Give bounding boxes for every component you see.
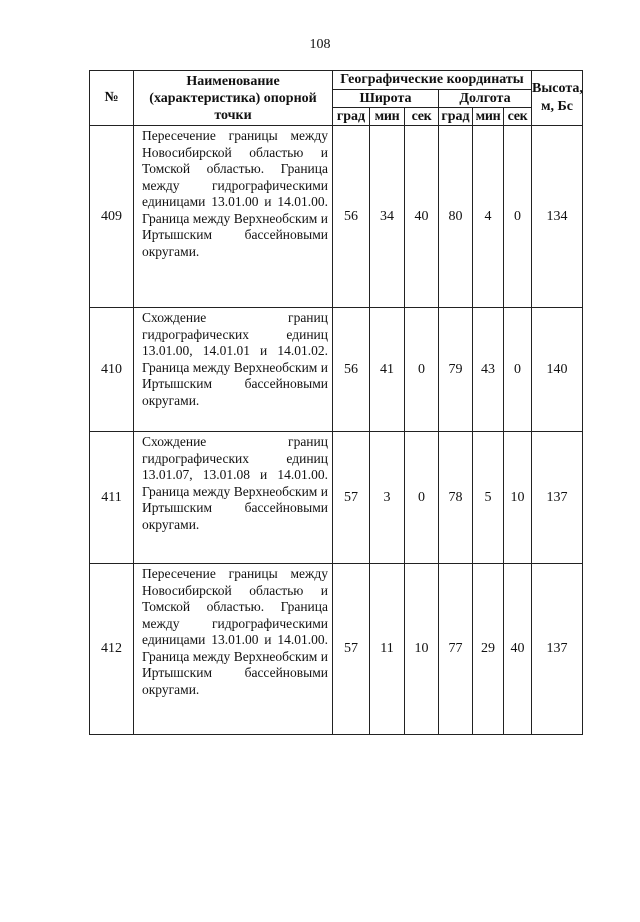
header-longitude: Долгота [439, 90, 532, 108]
row-description: Схождение границ гидрографических единиц 13.01.07, 13.01.08 и 14.01.00. Граница между Верхнеобским и Иртышским бассейновыми округами. [134, 432, 333, 564]
lon-sec: 10 [504, 432, 532, 564]
lon-min: 29 [473, 564, 504, 735]
lon-deg: 77 [439, 564, 473, 735]
header-lon-min: мин [473, 108, 504, 126]
row-number: 409 [90, 126, 134, 308]
lat-sec: 40 [405, 126, 439, 308]
lon-deg: 78 [439, 432, 473, 564]
row-description: Схождение границ гидрографических единиц 13.01.00, 14.01.01 и 14.01.02. Граница между Верхнеобским и Иртышским бассейновыми округами. [134, 308, 333, 432]
row-number: 410 [90, 308, 134, 432]
lon-min: 4 [473, 126, 504, 308]
row-number: 412 [90, 564, 134, 735]
lat-sec: 0 [405, 308, 439, 432]
lon-deg: 80 [439, 126, 473, 308]
lat-min: 11 [370, 564, 405, 735]
table-header [90, 71, 583, 126]
header-lat-min: мин [370, 108, 405, 126]
header-latitude: Широта [333, 90, 439, 108]
lon-sec: 0 [504, 126, 532, 308]
lat-deg: 56 [333, 308, 370, 432]
row-number: 411 [90, 432, 134, 564]
table-body [90, 126, 583, 735]
altitude: 134 [532, 126, 583, 308]
reference-points-table [89, 70, 583, 735]
lat-min: 34 [370, 126, 405, 308]
lon-min: 5 [473, 432, 504, 564]
row-description: Пересечение границы между Новосибирской областью и Томской областью. Граница между гидрографическими единицами 13.01.00 и 14.01.00. Граница между Верхнеобским и Иртышским бассейновыми округами. [134, 126, 333, 308]
lon-deg: 79 [439, 308, 473, 432]
table-row [90, 432, 583, 564]
header-name: Наименование (характеристика) опорной точки [134, 71, 333, 126]
altitude: 137 [532, 432, 583, 564]
altitude: 140 [532, 308, 583, 432]
lat-sec: 0 [405, 432, 439, 564]
page-number: 108 [309, 37, 331, 52]
lat-sec: 10 [405, 564, 439, 735]
header-lon-sec: сек [504, 108, 532, 126]
lat-deg: 57 [333, 432, 370, 564]
lat-min: 3 [370, 432, 405, 564]
lat-deg: 57 [333, 564, 370, 735]
table-row [90, 126, 583, 308]
lat-deg: 56 [333, 126, 370, 308]
altitude: 137 [532, 564, 583, 735]
header-geo-coordinates: Географические координаты [333, 71, 532, 90]
table-row [90, 308, 583, 432]
table-row [90, 564, 583, 735]
lon-sec: 40 [504, 564, 532, 735]
row-description: Пересечение границы между Новосибирской областью и Томской областью. Граница между гидрографическими единицами 13.01.00 и 14.01.00. Граница между Верхнеобским и Иртышским бассейновыми округами. [134, 564, 333, 735]
lon-min: 43 [473, 308, 504, 432]
header-altitude: Высота, м, Бс [532, 71, 583, 126]
lat-min: 41 [370, 308, 405, 432]
lon-sec: 0 [504, 308, 532, 432]
header-lat-deg: град [333, 108, 370, 126]
header-number: № [90, 71, 134, 126]
header-lat-sec: сек [405, 108, 439, 126]
header-lon-deg: град [439, 108, 473, 126]
